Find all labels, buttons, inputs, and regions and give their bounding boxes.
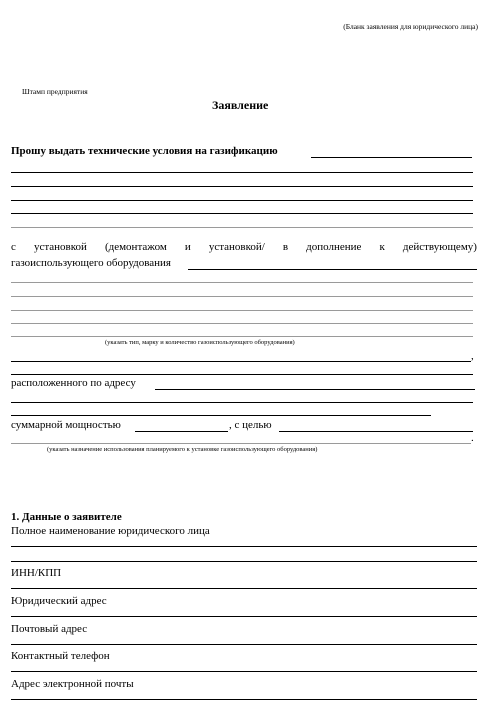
comma: , bbox=[471, 350, 474, 362]
blank-line[interactable] bbox=[155, 389, 475, 390]
field-label: ИНН/КПП bbox=[11, 567, 62, 579]
blank-line[interactable] bbox=[11, 296, 473, 297]
blank-line[interactable] bbox=[11, 415, 431, 416]
field-line[interactable] bbox=[11, 616, 477, 617]
field-line[interactable] bbox=[11, 671, 477, 672]
word: установкой/ bbox=[208, 241, 265, 253]
blank-line[interactable] bbox=[279, 431, 473, 432]
word: дополнение bbox=[306, 241, 362, 253]
form-note: (Бланк заявления для юридического лица) bbox=[343, 22, 478, 31]
equipment-note: (указать тип, марку и количество газоиспользующего оборудования) bbox=[105, 339, 295, 346]
blank-line[interactable] bbox=[11, 374, 473, 375]
blank-line[interactable] bbox=[11, 213, 473, 214]
word: и bbox=[184, 241, 191, 253]
blank-line[interactable] bbox=[11, 361, 471, 362]
stamp-label: Штамп предприятия bbox=[22, 87, 88, 96]
purpose-note: (указать назначение использования планируемого к установке газоиспользующего оборудования) bbox=[47, 446, 318, 453]
blank-line[interactable] bbox=[135, 431, 228, 432]
field-label: Юридический адрес bbox=[11, 595, 107, 607]
field-label: Контактный телефон bbox=[11, 650, 110, 662]
blank-line[interactable] bbox=[11, 227, 473, 228]
applicant-heading: 1. Данные о заявителе bbox=[11, 511, 122, 523]
field-line[interactable] bbox=[11, 644, 477, 645]
word: установкой bbox=[33, 241, 87, 253]
word: в bbox=[282, 241, 289, 253]
field-line[interactable] bbox=[11, 588, 477, 589]
field-label: Полное наименование юридического лица bbox=[11, 525, 210, 537]
install-sentence bbox=[11, 241, 477, 253]
word: (демонтажом bbox=[104, 241, 167, 253]
page-title: Заявление bbox=[212, 98, 269, 112]
blank-line[interactable] bbox=[11, 282, 473, 283]
period: . bbox=[471, 432, 474, 444]
blank-line[interactable] bbox=[11, 172, 473, 173]
request-heading: Прошу выдать технические условия на газификацию bbox=[11, 145, 278, 157]
blank-line[interactable] bbox=[11, 336, 473, 337]
word: с bbox=[11, 241, 16, 253]
blank-line[interactable] bbox=[11, 402, 473, 403]
blank-line[interactable] bbox=[11, 200, 473, 201]
blank-line[interactable] bbox=[11, 443, 471, 444]
power-label: суммарной мощностью bbox=[11, 419, 121, 431]
field-line[interactable] bbox=[11, 561, 477, 562]
blank-line[interactable] bbox=[11, 186, 473, 187]
blank-line[interactable] bbox=[11, 323, 473, 324]
field-label: Адрес электронной почты bbox=[11, 678, 134, 690]
address-label: расположенного по адресу bbox=[11, 377, 136, 389]
blank-line[interactable] bbox=[188, 269, 477, 270]
equipment-label: газоиспользующего оборудования bbox=[11, 257, 171, 269]
field-line[interactable] bbox=[11, 699, 477, 700]
word: к bbox=[379, 241, 385, 253]
field-label: Почтовый адрес bbox=[11, 623, 88, 635]
purpose-label: , с целью bbox=[229, 419, 272, 431]
field-line[interactable] bbox=[11, 546, 477, 547]
blank-line[interactable] bbox=[11, 310, 473, 311]
word: действующему) bbox=[402, 241, 477, 253]
blank-line[interactable] bbox=[311, 157, 472, 158]
